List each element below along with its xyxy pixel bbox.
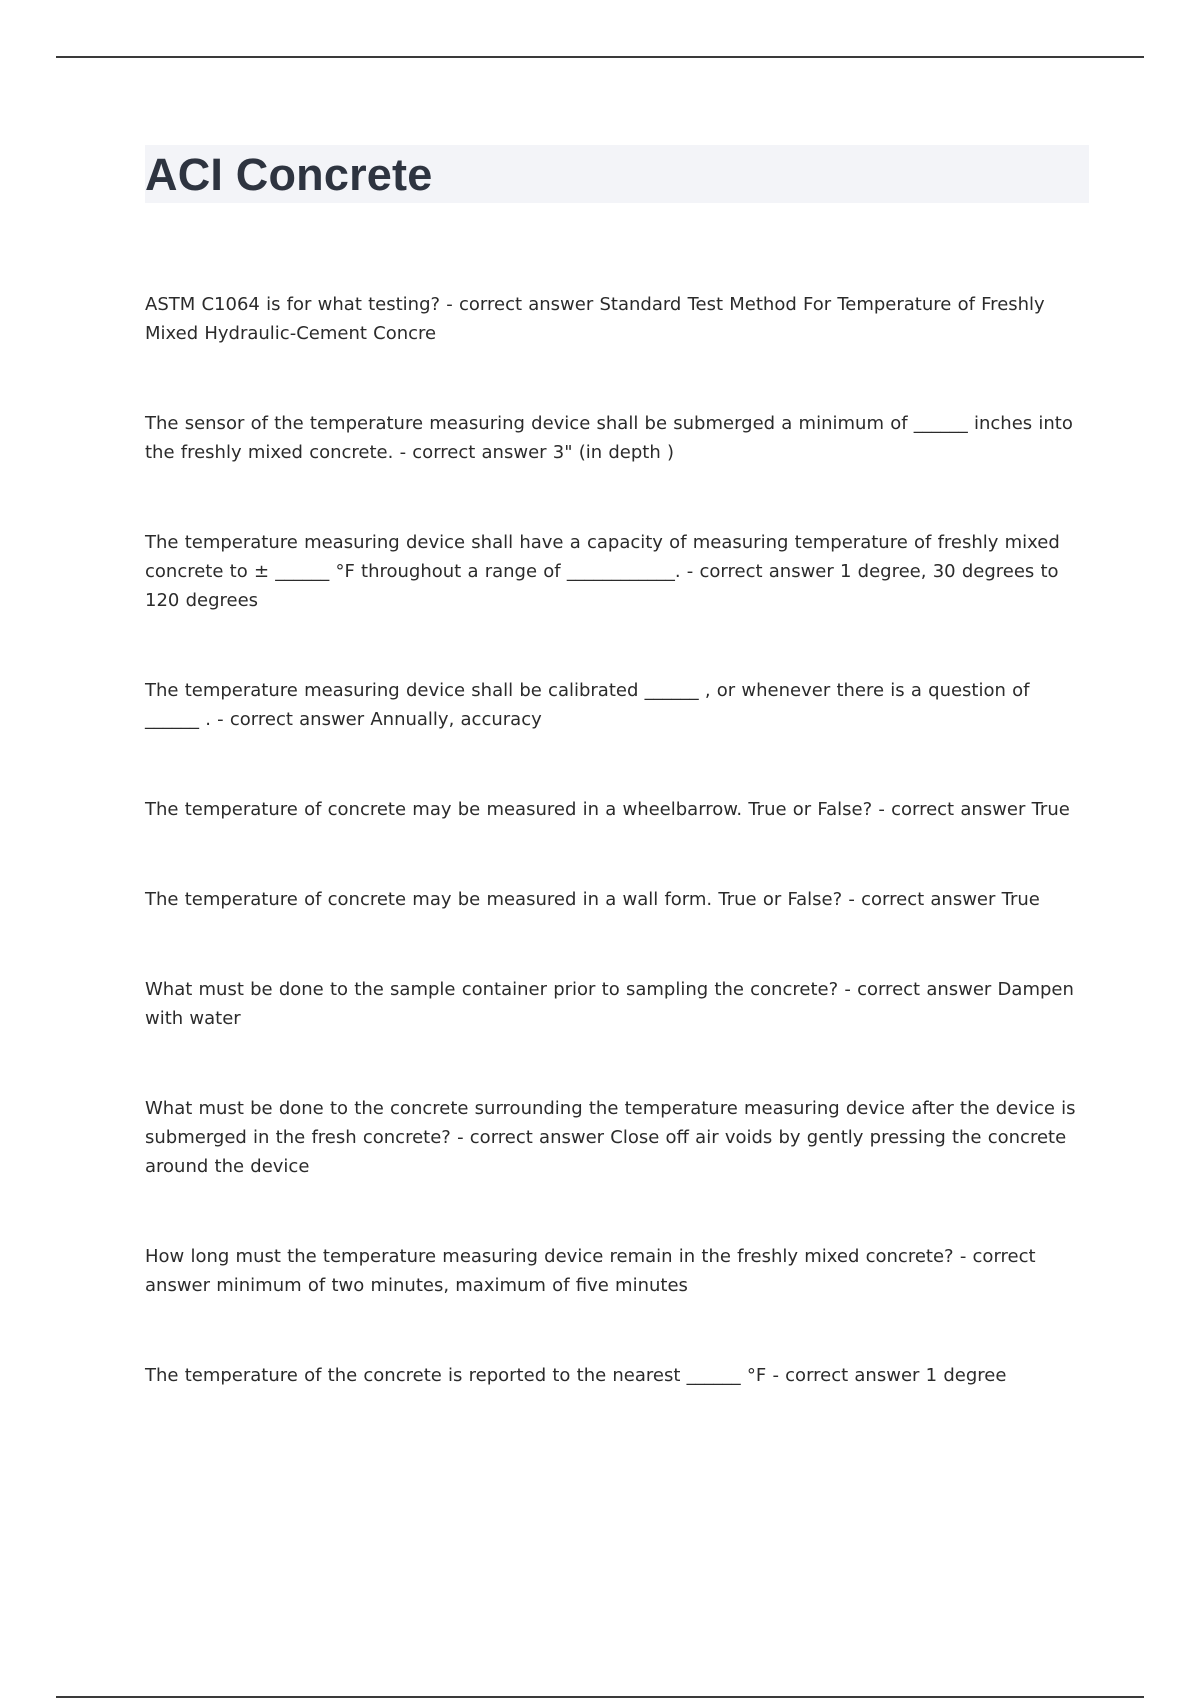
qa-item: The temperature of the concrete is reported to the nearest ______ °F - correct answer 1 degree [145,1365,1007,1386]
qa-item: How long must the temperature measuring device remain in the freshly mixed concrete? - correct answer minimum of two minutes, maximum of five minutes [145,1246,1036,1296]
qa-item: What must be done to the concrete surrounding the temperature measuring device after the device is submerged in the fresh concrete? - correct answer Close off air voids by gently pressing the concrete around the device [145,1098,1076,1177]
qa-item: ASTM C1064 is for what testing? - correct answer Standard Test Method For Temperature of Freshly Mixed Hydraulic-Cement Concre [145,294,1045,344]
qa-item: What must be done to the sample container prior to sampling the concrete? - correct answer Dampen with water [145,979,1074,1029]
question-answer-list [145,290,1085,1451]
qa-item: The sensor of the temperature measuring device shall be submerged a minimum of ______ inches into the freshly mixed concrete. - correct answer 3" (in depth ) [145,413,1073,463]
page-title: ACI Concrete [145,148,433,200]
qa-item: The temperature measuring device shall be calibrated ______ , or whenever there is a question of ______ . - correct answer Annually, accuracy [145,680,1030,730]
qa-item: The temperature of concrete may be measured in a wall form. True or False? - correct answer True [145,889,1040,910]
qa-item: The temperature measuring device shall have a capacity of measuring temperature of freshly mixed concrete to ± ______ °F throughout a range of ____________. - correct answer 1 degree, 30 degrees to 120 degrees [145,532,1060,611]
qa-item: The temperature of concrete may be measured in a wheelbarrow. True or False? - correct answer True [145,799,1070,820]
top-divider [56,56,1144,58]
bottom-divider [56,1696,1144,1698]
title-banner [145,145,1089,203]
